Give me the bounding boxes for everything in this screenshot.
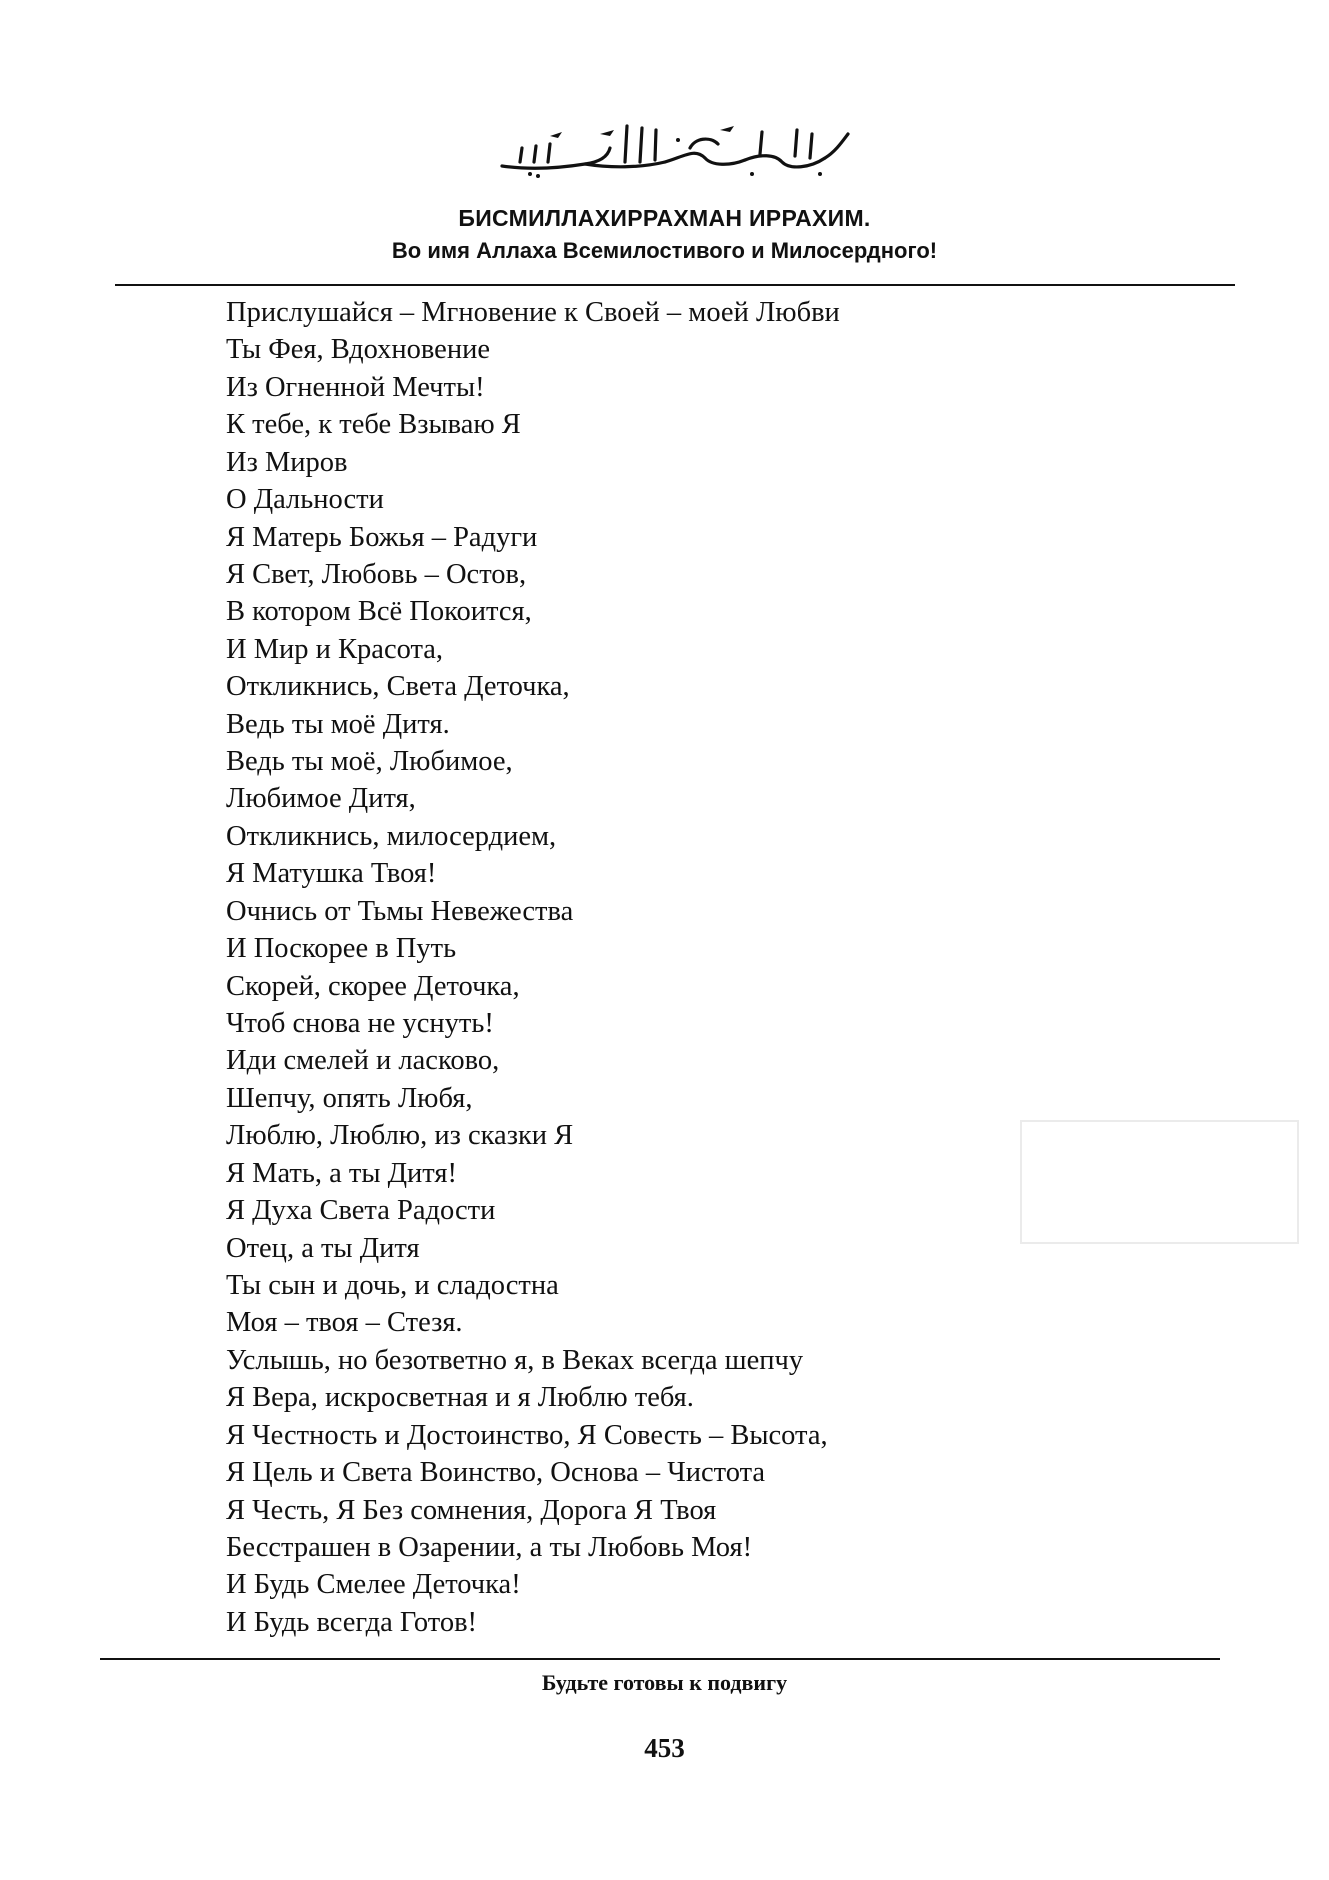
poem-line: Шепчу, опять Любя,: [226, 1082, 473, 1114]
poem-line: Откликнись, милосердием,: [226, 820, 557, 852]
poem-line: О Дальности: [226, 484, 384, 516]
poem-line: Любимое Дитя,: [226, 783, 416, 815]
poem-line: Иди смелей и ласково,: [226, 1045, 500, 1077]
poem-line: И Поскорее в Путь: [226, 933, 457, 965]
poem-line: Я Цель и Света Воинство, Основа – Чистота: [226, 1457, 766, 1489]
poem-line: Ты сын и дочь, и сладостна: [226, 1269, 559, 1301]
poem-line: Очнись от Тьмы Невежества: [226, 895, 574, 927]
poem-line: Я Честь, Я Без сомнения, Дорога Я Твоя: [226, 1494, 717, 1526]
poem-line: Прислушайся – Мгновение к Своей – моей Любви: [226, 297, 840, 328]
poem-line: Услышь, но безответно я, в Веках всегда шепчу: [226, 1344, 804, 1376]
poem-line: Я Вера, искросветная и я Люблю тебя.: [226, 1382, 694, 1414]
poem-line: И Будь всегда Готов!: [226, 1606, 478, 1638]
poem-line: Ведь ты моё, Любимое,: [226, 746, 513, 778]
poem-body: [226, 294, 1186, 1641]
poem-line: Я Матерь Божья – Радуги: [226, 521, 538, 553]
poem-line: Бесстрашен в Озарении, а ты Любовь Моя!: [226, 1531, 753, 1563]
poem-line: Моя – твоя – Стезя.: [226, 1307, 463, 1339]
poem-line: К тебе, к тебе Взываю Я: [226, 409, 521, 441]
poem-line: Я Честность и Достоинство, Я Совесть – Высота,: [226, 1419, 828, 1451]
poem-line: И Будь Смелее Деточка!: [226, 1569, 521, 1601]
poem-line: Я Свет, Любовь – Остов,: [226, 558, 527, 590]
poem-line: Скорей, скорее Деточка,: [226, 970, 520, 1002]
poem-line: Люблю, Люблю, из сказки Я: [226, 1120, 574, 1152]
poem-line: Из Миров: [226, 446, 348, 478]
header-divider: [115, 284, 1235, 286]
poem-line: Я Духа Света Радости: [226, 1195, 496, 1227]
poem-line: Откликнись, Света Деточка,: [226, 671, 570, 703]
running-footer: Будьте готовы к подвигу: [541, 1670, 788, 1695]
bismillah-calligraphy: [490, 118, 860, 180]
bismillah-text: بِسْمِ ٱللَّٰهِ ٱلرَّحْمَٰنِ ٱلرَّحِيمِ: [490, 118, 502, 119]
poem-line: Ведь ты моё Дитя.: [226, 708, 450, 740]
poem-line: Отец, а ты Дитя: [226, 1232, 420, 1264]
poem-line: Я Матушка Твоя!: [226, 858, 437, 890]
poem-line: Из Огненной Мечты!: [226, 371, 485, 403]
page-number: 453: [644, 1733, 685, 1763]
page-header-subtitle: Во имя Аллаха Всемилостивого и Милосердного!: [391, 238, 938, 263]
page-header-title: БИСМИЛЛАХИРРАХМАН ИРРАХИМ.: [458, 205, 871, 231]
poem-line: Чтоб снова не уснуть!: [226, 1008, 494, 1040]
poem-line: В котором Всё Покоится,: [226, 596, 532, 628]
footer-divider: [100, 1658, 1220, 1660]
poem-line: Я Мать, а ты Дитя!: [226, 1157, 457, 1189]
poem-line: Ты Фея, Вдохновение: [226, 334, 490, 366]
poem-line: И Мир и Красота,: [226, 633, 444, 665]
